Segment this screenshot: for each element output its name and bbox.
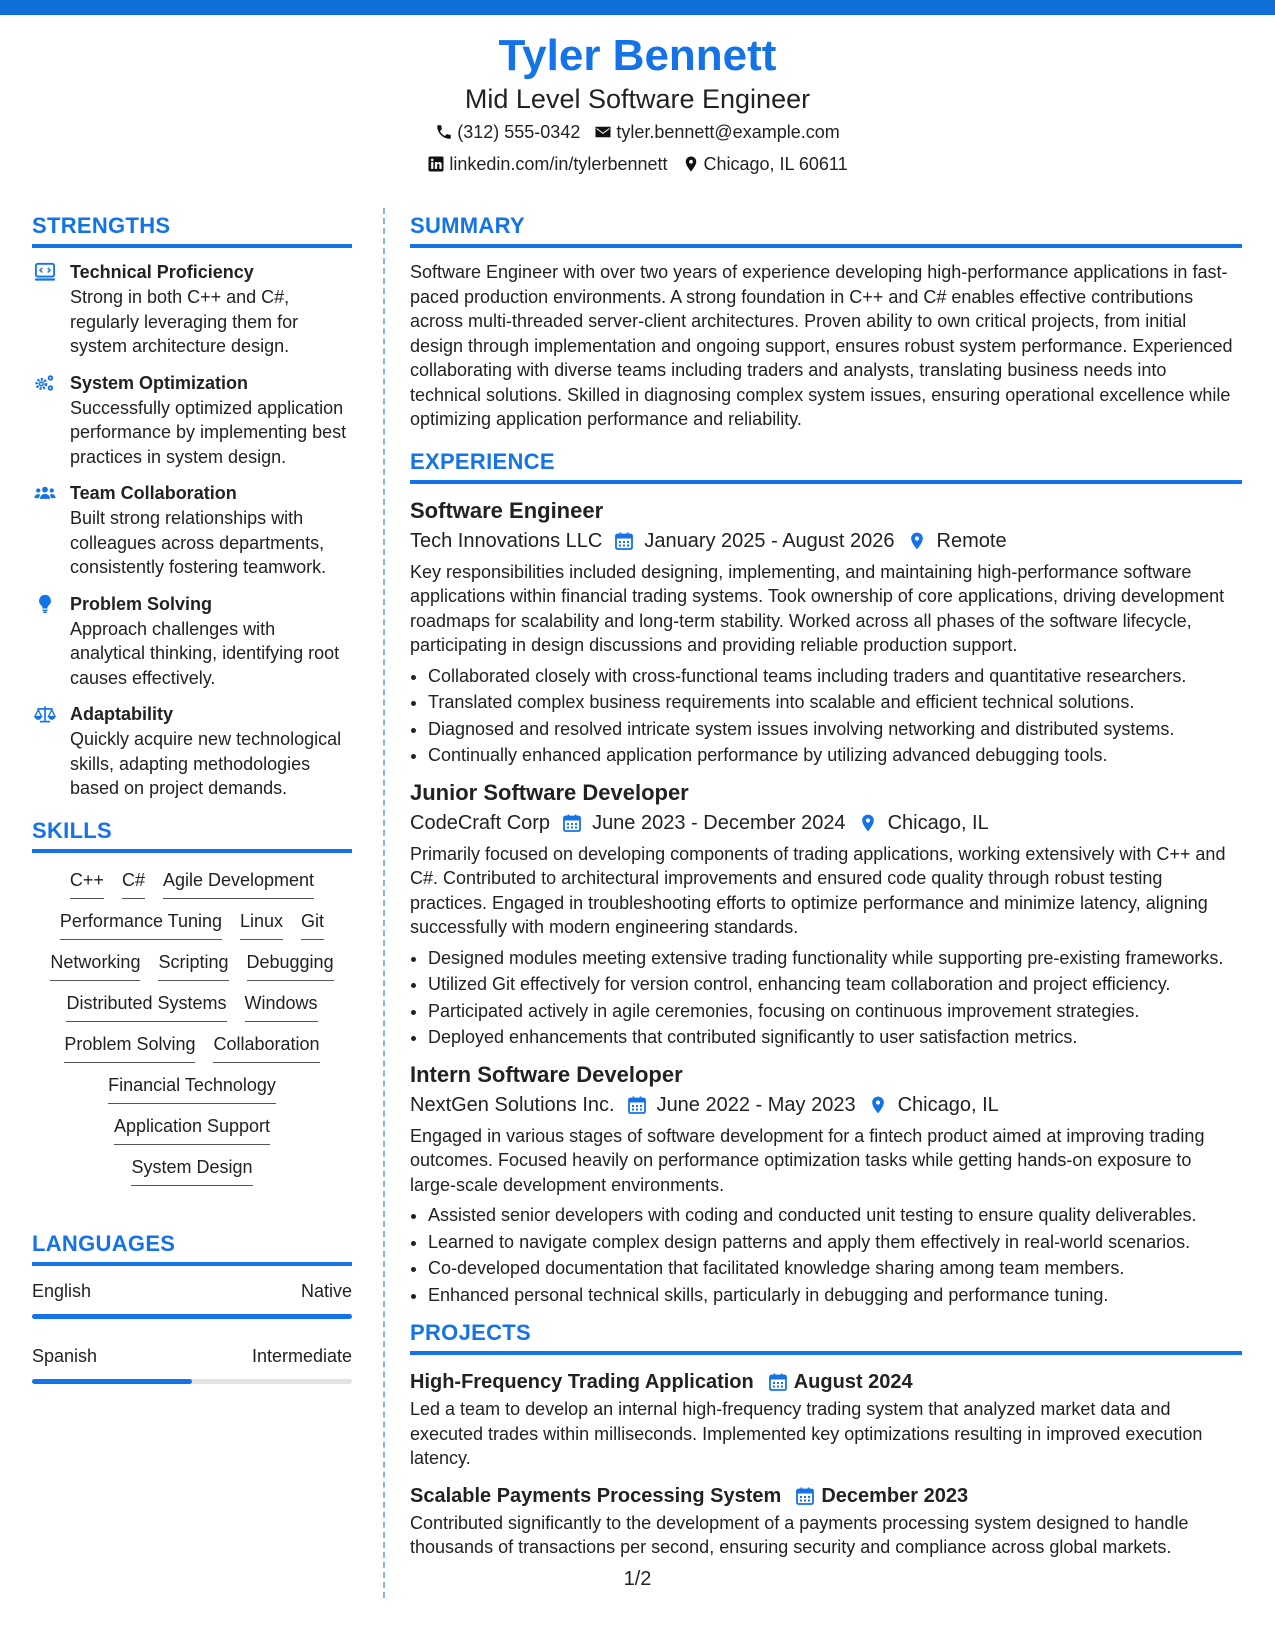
skill-tag: Git [301, 908, 324, 940]
strength-title: Technical Proficiency [70, 262, 254, 282]
job-dates: June 2022 - May 2023 [656, 1093, 856, 1116]
skills-heading: SKILLS [32, 815, 352, 853]
project-entry [410, 1367, 1242, 1471]
email-contact[interactable] [594, 116, 839, 148]
job-location: Chicago, IL [897, 1093, 999, 1116]
skill-tag: Application Support [114, 1113, 270, 1145]
project-entry [410, 1481, 1242, 1560]
skill-tag: Agile Development [163, 867, 314, 899]
job-location: Remote [936, 529, 1007, 552]
calendar-icon [768, 1372, 788, 1392]
language-name: Spanish [32, 1345, 98, 1366]
job-bullet: • Utilized Git effectively for version control, enhancing team collaboration and project efficiency. [428, 972, 1242, 997]
project-description: Contributed significantly to the development of a payments processing system designed to handle thousands of transactions per second, ensuring security and compliance across global markets. [410, 1512, 1189, 1557]
skill-tag: Distributed Systems [66, 990, 226, 1022]
calendar-icon [627, 1095, 647, 1115]
job-title: Software Engineer [410, 497, 604, 523]
job-description: Primarily focused on developing components of trading applications, working extensively with C++ and C#. Contributed to architectural improvements and ensured code quality through robust testing practices. Engaged in troubleshooting efforts to optimize performance and minimize latency, aligning successfully with modern engineering standards. [410, 843, 1226, 937]
job-bullets [410, 1203, 1242, 1307]
job-title: Junior Software Developer [410, 779, 689, 805]
languages-heading: LANGUAGES [32, 1228, 352, 1266]
job-bullet: • Diagnosed and resolved intricate system issues involving networking and distributed systems. [428, 717, 1242, 742]
job-description: Engaged in various stages of software development for a fintech product aimed at improving trading outcomes. Focused heavily on performance optimization tasks while getting hands-on exposure to large-scale development environments. [410, 1125, 1205, 1195]
candidate-name: Tyler Bennett [498, 31, 777, 80]
calendar-icon [614, 531, 634, 551]
job-bullet: • Participated actively in agile ceremonies, focusing on continuous improvement strategies. [428, 999, 1242, 1024]
job-bullet: • Translated complex business requirements into scalable and efficient technical solutions. [428, 690, 1242, 715]
job-bullet: • Designed modules meeting extensive trading functionality while supporting pre-existing frameworks. [428, 946, 1242, 971]
strength-desc: Built strong relationships with colleagues across departments, consistently fostering teamwork. [70, 508, 327, 577]
strength-title: Problem Solving [70, 593, 213, 614]
envelope-icon [594, 123, 612, 141]
skill-tag: Performance Tuning [60, 908, 222, 940]
strength-title: Team Collaboration [70, 483, 237, 503]
users-icon [34, 483, 56, 503]
map-pin-icon [682, 155, 700, 173]
job-bullets [410, 946, 1242, 1050]
language-name: English [32, 1280, 92, 1301]
projects-heading: PROJECTS [410, 1317, 1242, 1355]
strength-item [32, 371, 352, 470]
job-bullet: • Enhanced personal technical skills, particularly in debugging and performance tuning. [428, 1283, 1242, 1308]
project-date: August 2024 [793, 1371, 913, 1393]
candidate-title: Mid Level Software Engineer [464, 84, 811, 114]
language-bar [32, 1379, 352, 1384]
phone-icon [435, 123, 453, 141]
phone-contact[interactable] [435, 116, 580, 148]
strength-title: System Optimization [70, 372, 249, 393]
language-level: Intermediate [251, 1345, 352, 1366]
job-entry [410, 496, 1242, 768]
left-column [32, 210, 352, 1408]
language-bar-fill [32, 1314, 352, 1319]
job-location: Chicago, IL [887, 811, 989, 834]
skill-tag: Collaboration [213, 1031, 319, 1063]
strength-desc: Approach challenges with analytical thinking, identifying root causes effectively. [70, 618, 340, 688]
job-bullet: • Co-developed documentation that facilitated knowledge sharing among team members. [428, 1256, 1242, 1281]
strength-title: Adaptability [70, 704, 174, 724]
skill-tag: Problem Solving [64, 1031, 195, 1063]
job-company: Tech Innovations LLC [410, 529, 603, 552]
skill-tag: Linux [240, 908, 283, 940]
skill-tag: C++ [70, 867, 104, 899]
language-bar [32, 1314, 352, 1319]
contact-row-2 [0, 148, 1275, 180]
language-item [32, 1343, 352, 1384]
strength-desc: Strong in both C++ and C#, regularly leveraging them for system architecture design. [70, 287, 299, 356]
skill-tag: C# [122, 867, 145, 899]
project-date: December 2023 [821, 1484, 969, 1507]
job-bullet: • Learned to navigate complex design patterns and apply them effectively in real-world scenarios. [428, 1230, 1242, 1255]
map-pin-icon [858, 813, 878, 833]
linkedin-text: linkedin.com/in/tylerbennett [449, 154, 668, 174]
language-level: Native [300, 1280, 352, 1301]
calendar-icon [795, 1486, 815, 1506]
scale-icon [34, 704, 56, 724]
job-entry [410, 778, 1242, 1050]
map-pin-icon [907, 531, 927, 551]
job-dates: June 2023 - December 2024 [592, 811, 846, 834]
location-contact [682, 148, 848, 180]
job-company: CodeCraft Corp [410, 811, 551, 834]
project-title: Scalable Payments Processing System [410, 1484, 782, 1507]
lightbulb-icon [34, 594, 56, 614]
contact-row-1 [0, 116, 1275, 148]
skill-tag: Financial Technology [108, 1072, 276, 1104]
skill-tag: Scripting [158, 949, 228, 981]
location-text: Chicago, IL 60611 [703, 154, 848, 174]
screen-icon [34, 262, 56, 282]
right-column [410, 210, 1242, 1570]
gears-icon [34, 373, 56, 393]
job-bullet: • Deployed enhancements that contributed significantly to user satisfaction metrics. [428, 1025, 1242, 1050]
job-title: Intern Software Developer [410, 1061, 683, 1087]
strength-item [32, 481, 352, 580]
linkedin-contact[interactable] [427, 148, 667, 180]
page-number: 1/2 [623, 1568, 652, 1590]
calendar-icon [562, 813, 582, 833]
job-bullet: • Continually enhanced application performance by utilizing advanced debugging tools. [428, 743, 1242, 768]
job-company: NextGen Solutions Inc. [410, 1093, 615, 1116]
job-bullet: • Assisted senior developers with coding and conducted unit testing to ensure quality deliverables. [428, 1203, 1242, 1228]
language-item [32, 1278, 352, 1319]
strength-desc: Quickly acquire new technological skills, adapting methodologies based on project demands. [70, 729, 342, 798]
skill-tag: Debugging [247, 949, 334, 981]
column-divider [383, 208, 385, 1598]
strength-desc: Successfully optimized application performance by implementing best practices in system design. [70, 397, 347, 467]
email-text: tyler.bennett@example.com [616, 122, 840, 142]
project-description: Led a team to develop an internal high-frequency trading system that analyzed market data and executed trades within milliseconds. Implemented key optimizations resulting in improved execution latency. [410, 1399, 1203, 1468]
strength-item [32, 260, 352, 359]
skill-tag: System Design [131, 1154, 252, 1186]
strength-item [32, 702, 352, 801]
linkedin-icon [427, 155, 445, 173]
top-accent-bar [0, 0, 1275, 15]
experience-heading: EXPERIENCE [410, 446, 1242, 484]
strength-item [32, 592, 352, 691]
project-title: High-Frequency Trading Application [410, 1371, 754, 1393]
job-entry [410, 1060, 1242, 1308]
job-bullet: • Collaborated closely with cross-functional teams including traders and quantitative researchers. [428, 664, 1242, 689]
summary-text: Software Engineer with over two years of experience developing high-performance applications in fast-paced production environments. A strong foundation in C++ and C# enables effective contributions across multi-threaded server-client architectures. Proven ability to own critical projects, from initial design through implementation and ongoing support, ensures robust system performance. Experienced collaborating with diverse teams including traders and analysts, translating business needs into technical solutions. Skilled in diagnosing complex system issues, ensuring operational excellence while optimizing application performance and reliability. [410, 262, 1233, 429]
skills-list [32, 865, 352, 1188]
skill-tag: Windows [245, 990, 318, 1022]
language-bar-fill [32, 1379, 192, 1384]
map-pin-icon [868, 1095, 888, 1115]
job-description: Key responsibilities included designing, implementing, and maintaining high-performance software applications within financial trading systems. Took ownership of core applications, driving development roadmaps for scalability and long-term stability. Worked across all phases of the software lifecycle, participating in design discussions and providing reliable production support. [410, 561, 1225, 655]
resume-header [0, 30, 1275, 180]
phone-text: (312) 555-0342 [457, 122, 581, 142]
summary-heading: SUMMARY [410, 210, 1242, 248]
job-bullets [410, 664, 1242, 768]
skill-tag: Networking [50, 949, 140, 981]
strengths-heading: STRENGTHS [32, 210, 352, 248]
job-dates: January 2025 - August 2026 [644, 529, 895, 552]
